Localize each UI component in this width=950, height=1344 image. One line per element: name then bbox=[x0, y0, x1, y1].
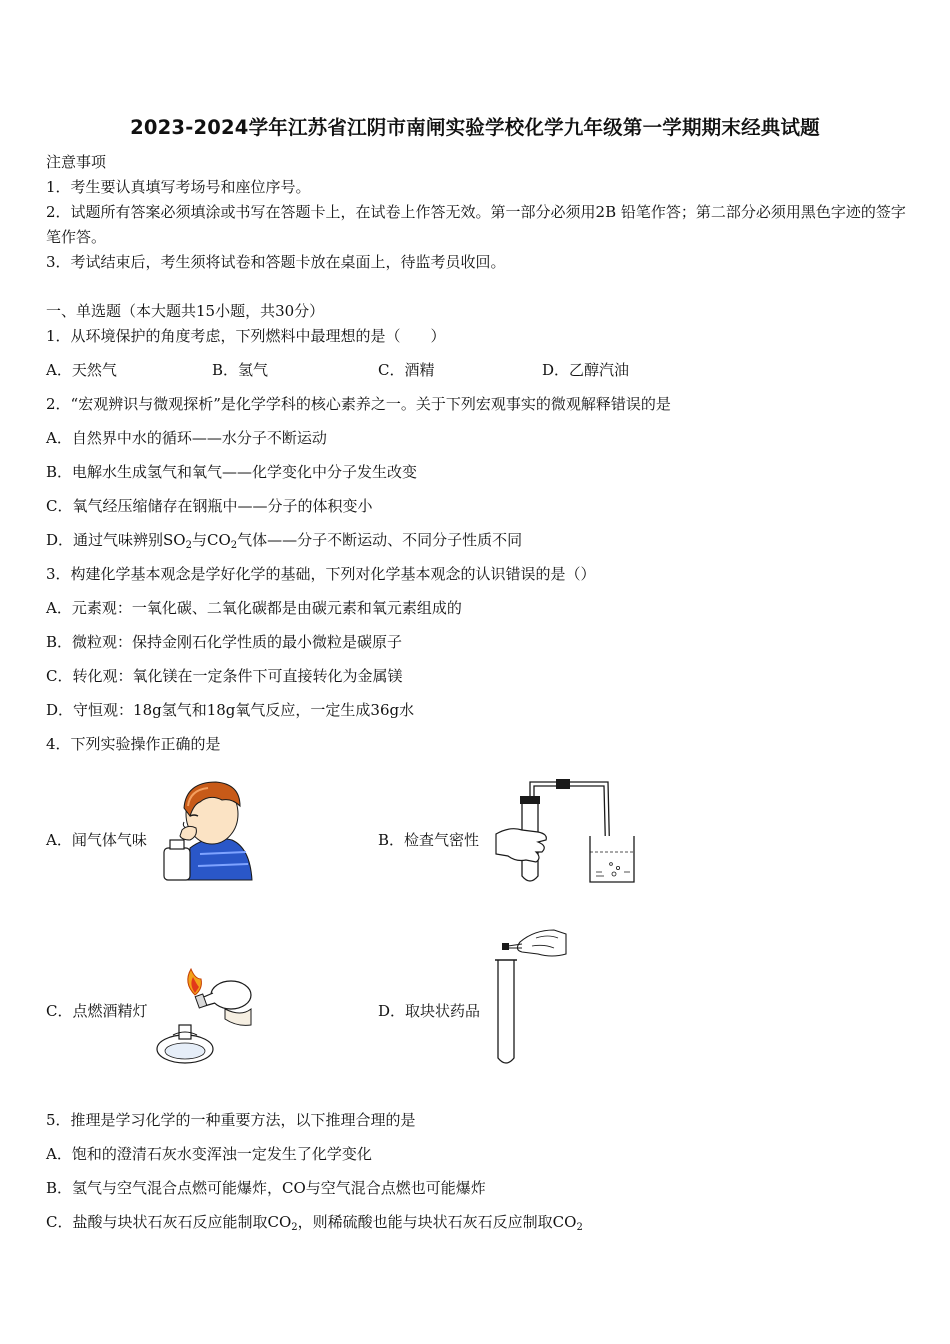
lighting-alcohol-lamp-illustration bbox=[155, 965, 255, 1070]
question-2-stem: 2．“宏观辨识与微观探析”是化学学科的核心素养之一。关于下列宏观事实的微观解释错误的是 bbox=[46, 395, 671, 413]
q4-option-a[interactable]: A．闻气体气味 bbox=[46, 831, 147, 849]
notice-item-2: 2．试题所有答案必须填涂或书写在答题卡上，在试卷上作答无效。第一部分必须用2B 铅笔作答；第二部分必须用黑色字迹的签字笔作答。 bbox=[46, 203, 906, 246]
notice-item-3: 3．考试结束后，考生须将试卷和答题卡放在桌面上，待监考员收回。 bbox=[46, 253, 506, 271]
q1-option-a[interactable]: A．天然气 bbox=[46, 361, 117, 379]
q2-option-d-text-1: D．通过气味辨别 bbox=[46, 531, 164, 549]
question-4-stem: 4．下列实验操作正确的是 bbox=[46, 735, 221, 753]
section-heading: 一、单选题（本大题共15小题，共30分） bbox=[46, 302, 325, 320]
q3-option-c[interactable]: C．转化观：氧化镁在一定条件下可直接转化为金属镁 bbox=[46, 667, 403, 685]
co2-formula: $CO_2$ bbox=[207, 531, 238, 551]
q5-option-c[interactable] bbox=[46, 1212, 583, 1232]
question-1-stem: 1．从环境保护的角度考虑，下列燃料中最理想的是（ ） bbox=[46, 327, 446, 345]
co2-formula: $CO_2$ bbox=[267, 1213, 298, 1233]
so2-formula: $SO_2$ bbox=[163, 531, 192, 551]
q2-option-d-conj: 与 bbox=[191, 531, 207, 549]
q2-option-b[interactable]: B．电解水生成氢气和氧气——化学变化中分子发生改变 bbox=[46, 463, 418, 481]
q3-option-a[interactable]: A．元素观：一氧化碳、二氧化碳都是由碳元素和氧元素组成的 bbox=[46, 599, 462, 617]
q4-option-c[interactable]: C．点燃酒精灯 bbox=[46, 1002, 148, 1020]
q5-option-c-text-2: ，则稀硫酸也能与块状石灰石反应制取 bbox=[297, 1213, 553, 1231]
q3-option-d[interactable]: D．守恒观：18g氢气和18g氧气反应，一定生成36g水 bbox=[46, 701, 415, 719]
q1-option-d[interactable]: D．乙醇汽油 bbox=[542, 361, 630, 379]
co2-formula: $CO_2$ bbox=[552, 1213, 583, 1233]
question-3-stem: 3．构建化学基本观念是学好化学的基础，下列对化学基本观念的认识错误的是（） bbox=[46, 565, 596, 583]
smelling-gas-illustration bbox=[160, 776, 256, 882]
q2-option-c[interactable]: C．氧气经压缩储存在钢瓶中——分子的体积变小 bbox=[46, 497, 373, 515]
exam-title: 2023-2024学年江苏省江阴市南闸实验学校化学九年级第一学期期末经典试题 bbox=[130, 116, 820, 139]
adding-solid-to-tube-illustration bbox=[492, 924, 572, 1068]
q5-option-a[interactable]: A．饱和的澄清石灰水变浑浊一定发生了化学变化 bbox=[46, 1145, 372, 1163]
q1-option-b[interactable]: B．氢气 bbox=[212, 361, 269, 379]
q4-option-b[interactable]: B．检查气密性 bbox=[378, 831, 480, 849]
question-5-stem: 5．推理是学习化学的一种重要方法，以下推理合理的是 bbox=[46, 1111, 416, 1129]
q2-option-d-text-2: 气体——分子不断运动、不同分子性质不同 bbox=[237, 531, 523, 549]
q2-option-d[interactable] bbox=[46, 530, 522, 550]
notice-heading: 注意事项 bbox=[46, 153, 107, 171]
q2-option-a[interactable]: A．自然界中水的循环——水分子不断运动 bbox=[46, 429, 327, 447]
airtightness-check-illustration bbox=[490, 776, 640, 888]
q5-option-c-text-1: C．盐酸与块状石灰石反应能制取 bbox=[46, 1213, 268, 1231]
q5-option-b[interactable]: B．氢气与空气混合点燃可能爆炸，CO与空气混合点燃也可能爆炸 bbox=[46, 1179, 486, 1197]
notice-item-1: 1．考生要认真填写考场号和座位序号。 bbox=[46, 178, 311, 196]
q4-option-d[interactable]: D．取块状药品 bbox=[378, 1002, 481, 1020]
q1-option-c[interactable]: C．酒精 bbox=[378, 361, 435, 379]
q3-option-b[interactable]: B．微粒观：保持金刚石化学性质的最小微粒是碳原子 bbox=[46, 633, 403, 651]
